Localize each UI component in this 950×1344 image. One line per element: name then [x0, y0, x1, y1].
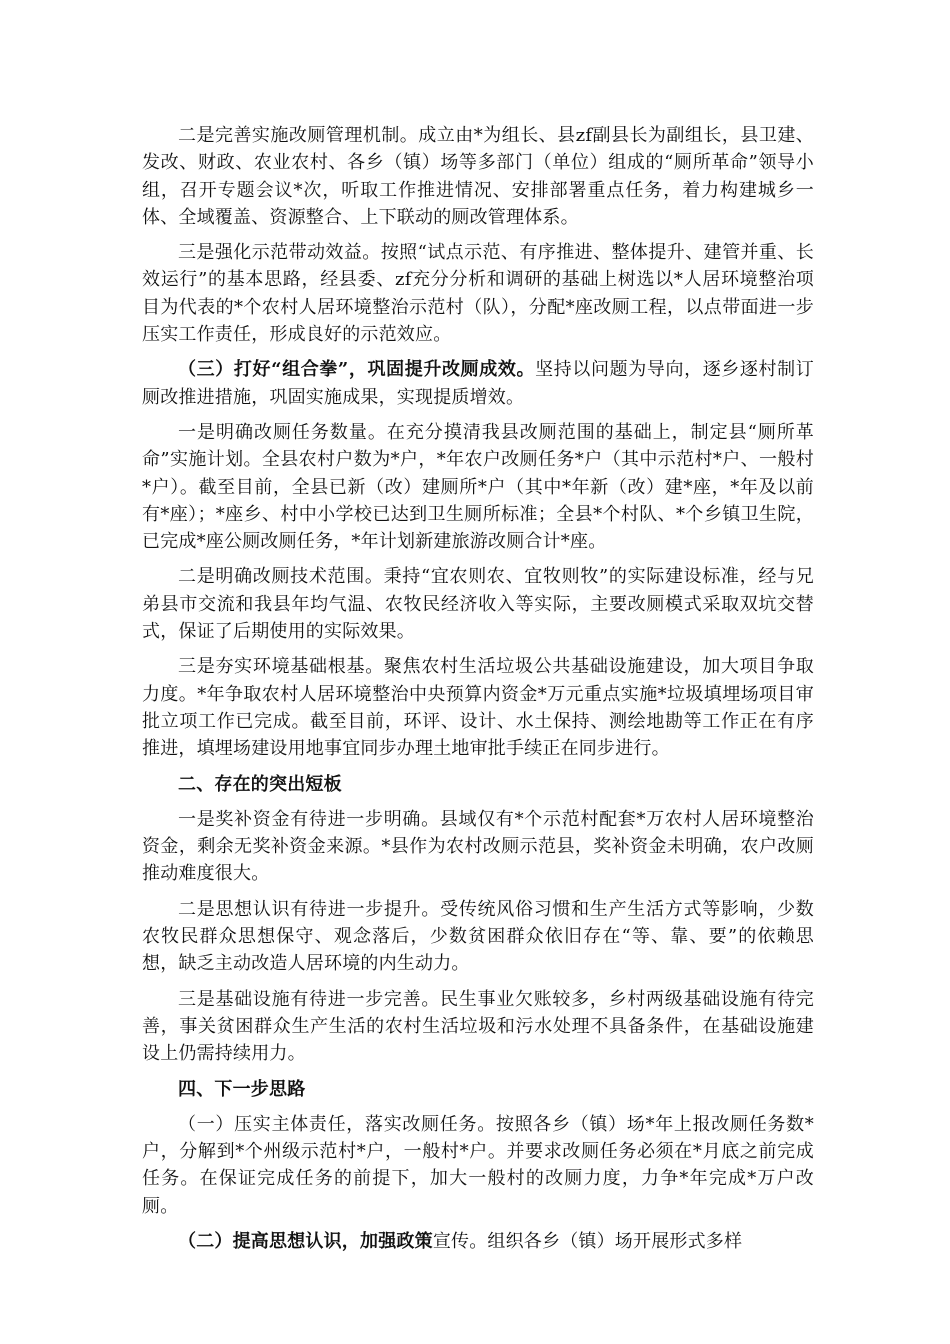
- paragraph-bold-lead: （三）打好“组合拳”，巩固提升改厕成效。: [178, 359, 536, 381]
- paragraph: [142, 653, 814, 762]
- paragraph-text: 三是强化示范带动效益。按照“试点示范、有序推进、整体提升、建管并重、长效运行”的基本思路，经县委、zf充分分析和调研的基础上树选以*人居环境整治项目为代表的*个农村人居环境整治示范村（队），分配*座改厕工程，以点带面进一步压实工作责任，形成良好的示范效应。: [142, 242, 814, 346]
- paragraph-text: 二是完善实施改厕管理机制。成立由*为组长、县zf副县长为副组长，县卫建、发改、财政、农业农村、各乡（镇）场等多部门（单位）组成的“厕所革命”领导小组，召开专题会议*次，听取工作推进情况、安排部署重点任务，着力构建城乡一体、全域覆盖、资源整合、上下联动的厕改管理体系。: [142, 125, 814, 228]
- paragraph: [142, 356, 814, 411]
- paragraph: [142, 239, 814, 348]
- document-body: [142, 122, 814, 1263]
- paragraph: [142, 806, 814, 888]
- paragraph: [142, 896, 814, 978]
- section-heading-text: 四、下一步思路: [178, 1078, 306, 1100]
- paragraph: [142, 563, 814, 645]
- paragraph-text: 一是明确改厕任务数量。在充分摸清我县改厕范围的基础上，制定县“厕所革命”实施计划。全县农村户数为*户，*年农户改厕任务*户（其中示范村*户、一般村*户）。截至目前，全县已新（改）建厕所*户（其中*年新（改）建*座，*年及以前有*座）；*座乡、村中小学校已达到卫生厕所标准；全县*个村队、*个乡镇卫生院，已完成*座公厕改厕任务，*年计划新建旅游改厕合计*座。: [142, 421, 814, 553]
- paragraph: [142, 419, 814, 555]
- paragraph: [142, 1111, 814, 1220]
- paragraph-bold-lead: （二）提高思想认识，加强政策: [178, 1230, 433, 1252]
- paragraph-text: 三是基础设施有待进一步完善。民生事业欠账较多，乡村两级基础设施有待完善，事关贫困群众生产生活的农村生活垃圾和污水处理不具备条件，在基础设施建设上仍需持续用力。: [142, 988, 814, 1065]
- paragraph: [142, 1228, 814, 1255]
- paragraph-text: 二是思想认识有待进一步提升。受传统风俗习惯和生产生活方式等影响，少数农牧民群众思想保守、观念落后，少数贫困群众依旧存在“等、靠、要”的依赖思想，缺乏主动改造人居环境的内生动力。: [142, 898, 814, 975]
- section-heading-text: 二、存在的突出短板: [178, 773, 342, 795]
- paragraph: [142, 986, 814, 1068]
- section-heading: [142, 1076, 814, 1103]
- paragraph-text: 三是夯实环境基础根基。聚焦农村生活垃圾公共基础设施建设，加大项目争取力度。*年争取农村人居环境整治中央预算内资金*万元重点实施*垃圾填埋场项目审批立项工作已完成。截至目前，环评、设计、水土保持、测绘地勘等工作正在有序推进，填埋场建设用地事宜同步办理土地审批手续正在同步进行。: [142, 656, 814, 760]
- paragraph-text: 一是奖补资金有待进一步明确。县域仅有*个示范村配套*万农村人居环境整治资金，剩余无奖补资金来源。*县作为农村改厕示范县，奖补资金未明确，农户改厕推动难度很大。: [142, 808, 814, 885]
- paragraph: [142, 122, 814, 231]
- paragraph-text: 坚持以问题为导向，逐乡逐村制订厕改推进措施，巩固实施成果，实现提质增效。: [142, 359, 814, 408]
- paragraph-text: 二是明确改厕技术范围。秉持“宜农则农、宜牧则牧”的实际建设标准，经与兄弟县市交流和我县年均气温、农牧民经济收入等实际，主要改厕模式采取双坑交替式，保证了后期使用的实际效果。: [142, 566, 814, 643]
- section-heading: [142, 771, 814, 798]
- paragraph-text: （一）压实主体责任，落实改厕任务。按照各乡（镇）场*年上报改厕任务数*户，分解到*个州级示范村*户，一般村*户。并要求改厕任务必须在*月底之前完成任务。在保证完成任务的前提下，加大一般村的改厕力度，力争*年完成*万户改厕。: [142, 1113, 814, 1217]
- paragraph-text: 宣传。组织各乡（镇）场开展形式多样: [432, 1230, 743, 1252]
